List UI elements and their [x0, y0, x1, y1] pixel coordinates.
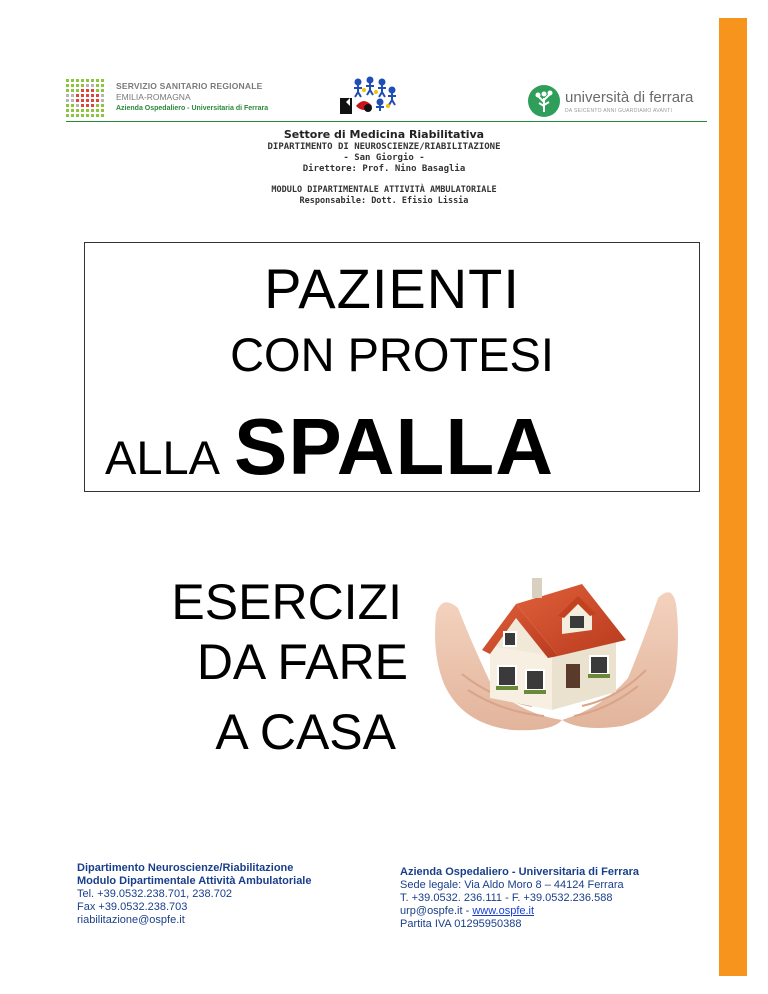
title-box	[84, 242, 700, 492]
exercises-line-3: A CASA	[215, 704, 396, 760]
footer-left-email: riabilitazione@ospfe.it	[77, 914, 185, 926]
footer-left-line-1: Dipartimento Neuroscienze/Riabilitazione	[77, 862, 294, 874]
exercises-line-1: ESERCIZI	[171, 574, 402, 630]
title-alla: ALLA	[105, 431, 220, 484]
ssr-name: SERVIZIO SANITARIO REGIONALE	[116, 81, 263, 91]
footer-azienda	[400, 866, 639, 931]
unife-tree-icon	[527, 84, 561, 118]
unife-tagline: DA SEICENTO ANNI GUARDIAMO AVANTI	[565, 108, 673, 114]
title-line-1: PAZIENTI	[264, 257, 520, 320]
footer-right-line-1: Azienda Ospedaliero - Universitaria di Ferrara	[400, 866, 640, 878]
department-director: Direttore: Prof. Nino Basaglia	[302, 164, 466, 174]
ssr-logo	[66, 79, 276, 121]
footer-right-vat: Partita IVA 01295950388	[400, 918, 522, 930]
website-link[interactable]: www.ospfe.it	[472, 905, 535, 917]
unife-name: università di ferrara	[565, 89, 694, 106]
title-spalla: SPALLA	[233, 402, 555, 491]
footer-left-line-2: Modulo Dipartimentale Attività Ambulatoriale	[77, 875, 312, 887]
ssr-region: EMILIA-ROMAGNA	[116, 92, 191, 102]
ssr-grid-icon	[66, 79, 110, 119]
department-location: - San Giorgio -	[343, 153, 425, 163]
department-name: DIPARTIMENTO DI NEUROSCIENZE/RIABILITAZIONE	[267, 142, 501, 152]
footer-left-fax: Fax +39.0532.238.703	[77, 901, 188, 913]
title-line-2: CON PROTESI	[230, 328, 554, 381]
footer-right-contacts	[400, 905, 639, 918]
footer-right-phone: T. +39.0532. 236.111 - F. +39.0532.236.588	[400, 892, 613, 904]
ssr-azienda: Azienda Ospedaliero - Universitaria di Ferrara	[116, 105, 269, 112]
sector-heading: Settore di Medicina Riabilitativa	[283, 128, 485, 141]
module-name: MODULO DIPARTIMENTALE ATTIVITÀ AMBULATORIALE	[271, 185, 497, 195]
house-in-hands-image	[432, 574, 680, 734]
footer-right-email: urp@ospfe.it -	[400, 905, 473, 917]
exercises-line-2: DA FARE	[196, 634, 408, 690]
unife-logo	[527, 84, 707, 120]
title-line-3	[105, 401, 554, 493]
footer-department	[77, 862, 312, 927]
footer-left-phone: Tel. +39.0532.238.701, 238.702	[77, 888, 233, 900]
module-responsible: Responsabile: Dott. Efisio Lissia	[299, 196, 469, 206]
department-logo-icon	[338, 76, 406, 116]
footer-right-address: Sede legale: Via Aldo Moro 8 – 44124 Ferrara	[400, 879, 624, 891]
header-divider	[66, 121, 707, 122]
